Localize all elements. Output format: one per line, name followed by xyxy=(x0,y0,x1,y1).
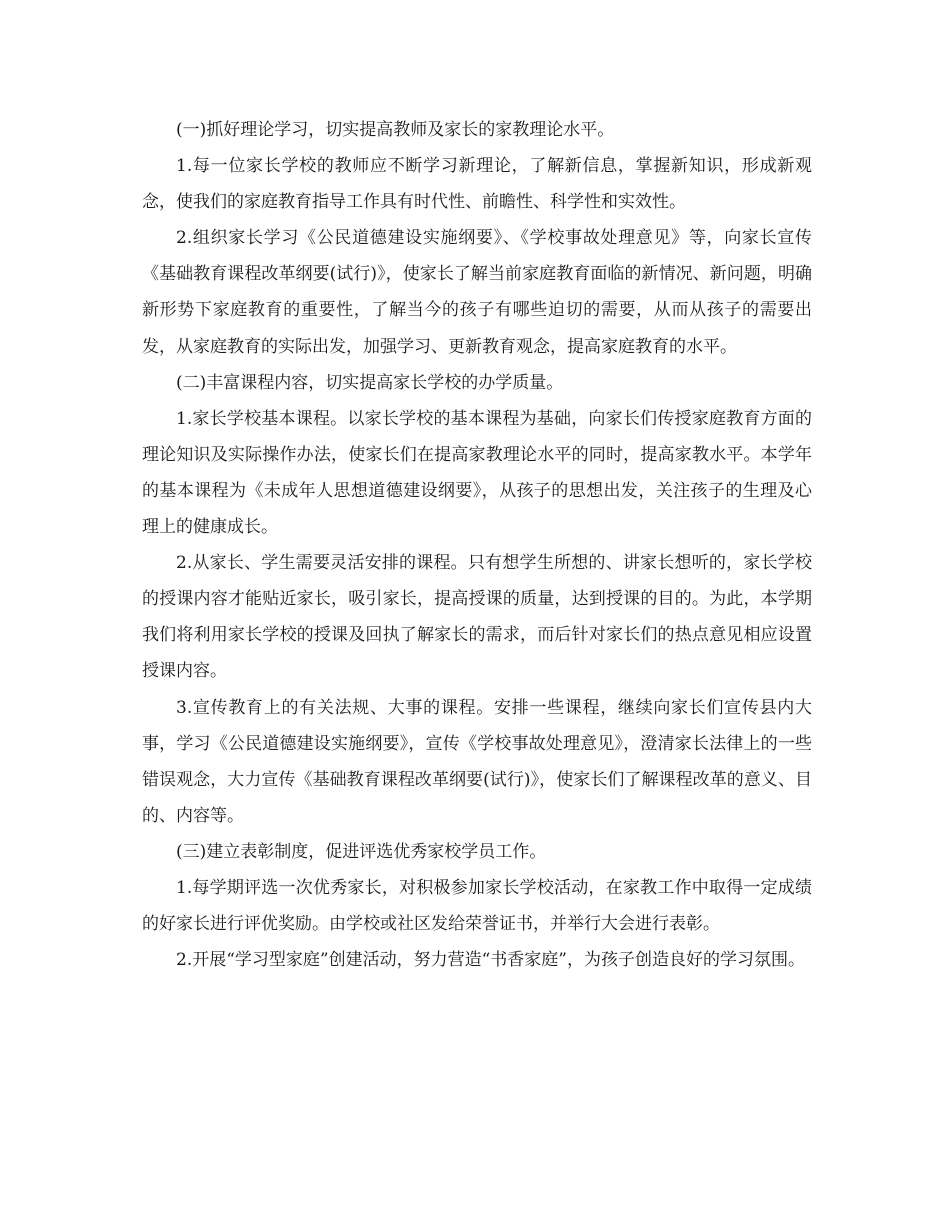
section-heading-2: (二)丰富课程内容，切实提高家长学校的办学质量。 xyxy=(176,372,564,393)
paragraph-2-2: 2.从家长、学生需要灵活安排的课程。只有想学生所想的、讲家长想听的，家长学校的授课内容才能贴近家长，吸引家长，提高授课的质量，达到授课的目的。为此，本学期我们将利用家长学校的授课及回执了解家长的需求，而后针对家长们的热点意见相应设置授课内容。 xyxy=(142,553,812,682)
paragraph-2-3: 3.宣传教育上的有关法规、大事的课程。安排一些课程，继续向家长们宣传县内大事，学习《公民道德建设实施纲要》，宣传《学校事故处理意见》，澄清家长法律上的一些错误观念，大力宣传《基础教育课程改革纲要(试行)》，使家长们了解课程改革的意义、目的、内容等。 xyxy=(142,697,812,826)
paragraph-1-2: 2.组织家长学习《公民道德建设实施纲要》、《学校事故处理意见》等，向家长宣传《基础教育课程改革纲要(试行)》，使家长了解当前家庭教育面临的新情况、新问题，明确新形势下家庭教育的重要性，了解当今的孩子有哪些迫切的需要，从而从孩子的需要出发，从家庭教育的实际出发，加强学习、更新教育观念，提高家庭教育的水平。 xyxy=(142,228,812,357)
section-heading-3: (三)建立表彰制度，促进评选优秀家校学员工作。 xyxy=(176,841,547,862)
document-body xyxy=(142,112,812,978)
paragraph-3-1: 1.每学期评选一次优秀家长，对积极参加家长学校活动，在家教工作中取得一定成绩的好家长进行评优奖励。由学校或社区发给荣誉证书，并举行大会进行表彰。 xyxy=(142,877,812,935)
paragraph-2-1: 1.家长学校基本课程。以家长学校的基本课程为基础，向家长们传授家庭教育方面的理论知识及实际操作办法，使家长们在提高家教理论水平的同时，提高家教水平。本学年的基本课程为《未成年人思想道德建设纲要》，从孩子的思想出发，关注孩子的生理及心理上的健康成长。 xyxy=(142,408,812,538)
paragraph-3-2: 2.开展“学习型家庭”创建活动，努力营造“书香家庭”，为孩子创造良好的学习氛围。 xyxy=(176,950,805,971)
section-heading-1: (一)抓好理论学习，切实提高教师及家长的家教理论水平。 xyxy=(176,120,615,140)
paragraph-1-1: 1.每一位家长学校的教师应不断学习新理论，了解新信息，掌握新知识，形成新观念，使我们的家庭教育指导工作具有时代性、前瞻性、科学性和实效性。 xyxy=(142,156,812,213)
